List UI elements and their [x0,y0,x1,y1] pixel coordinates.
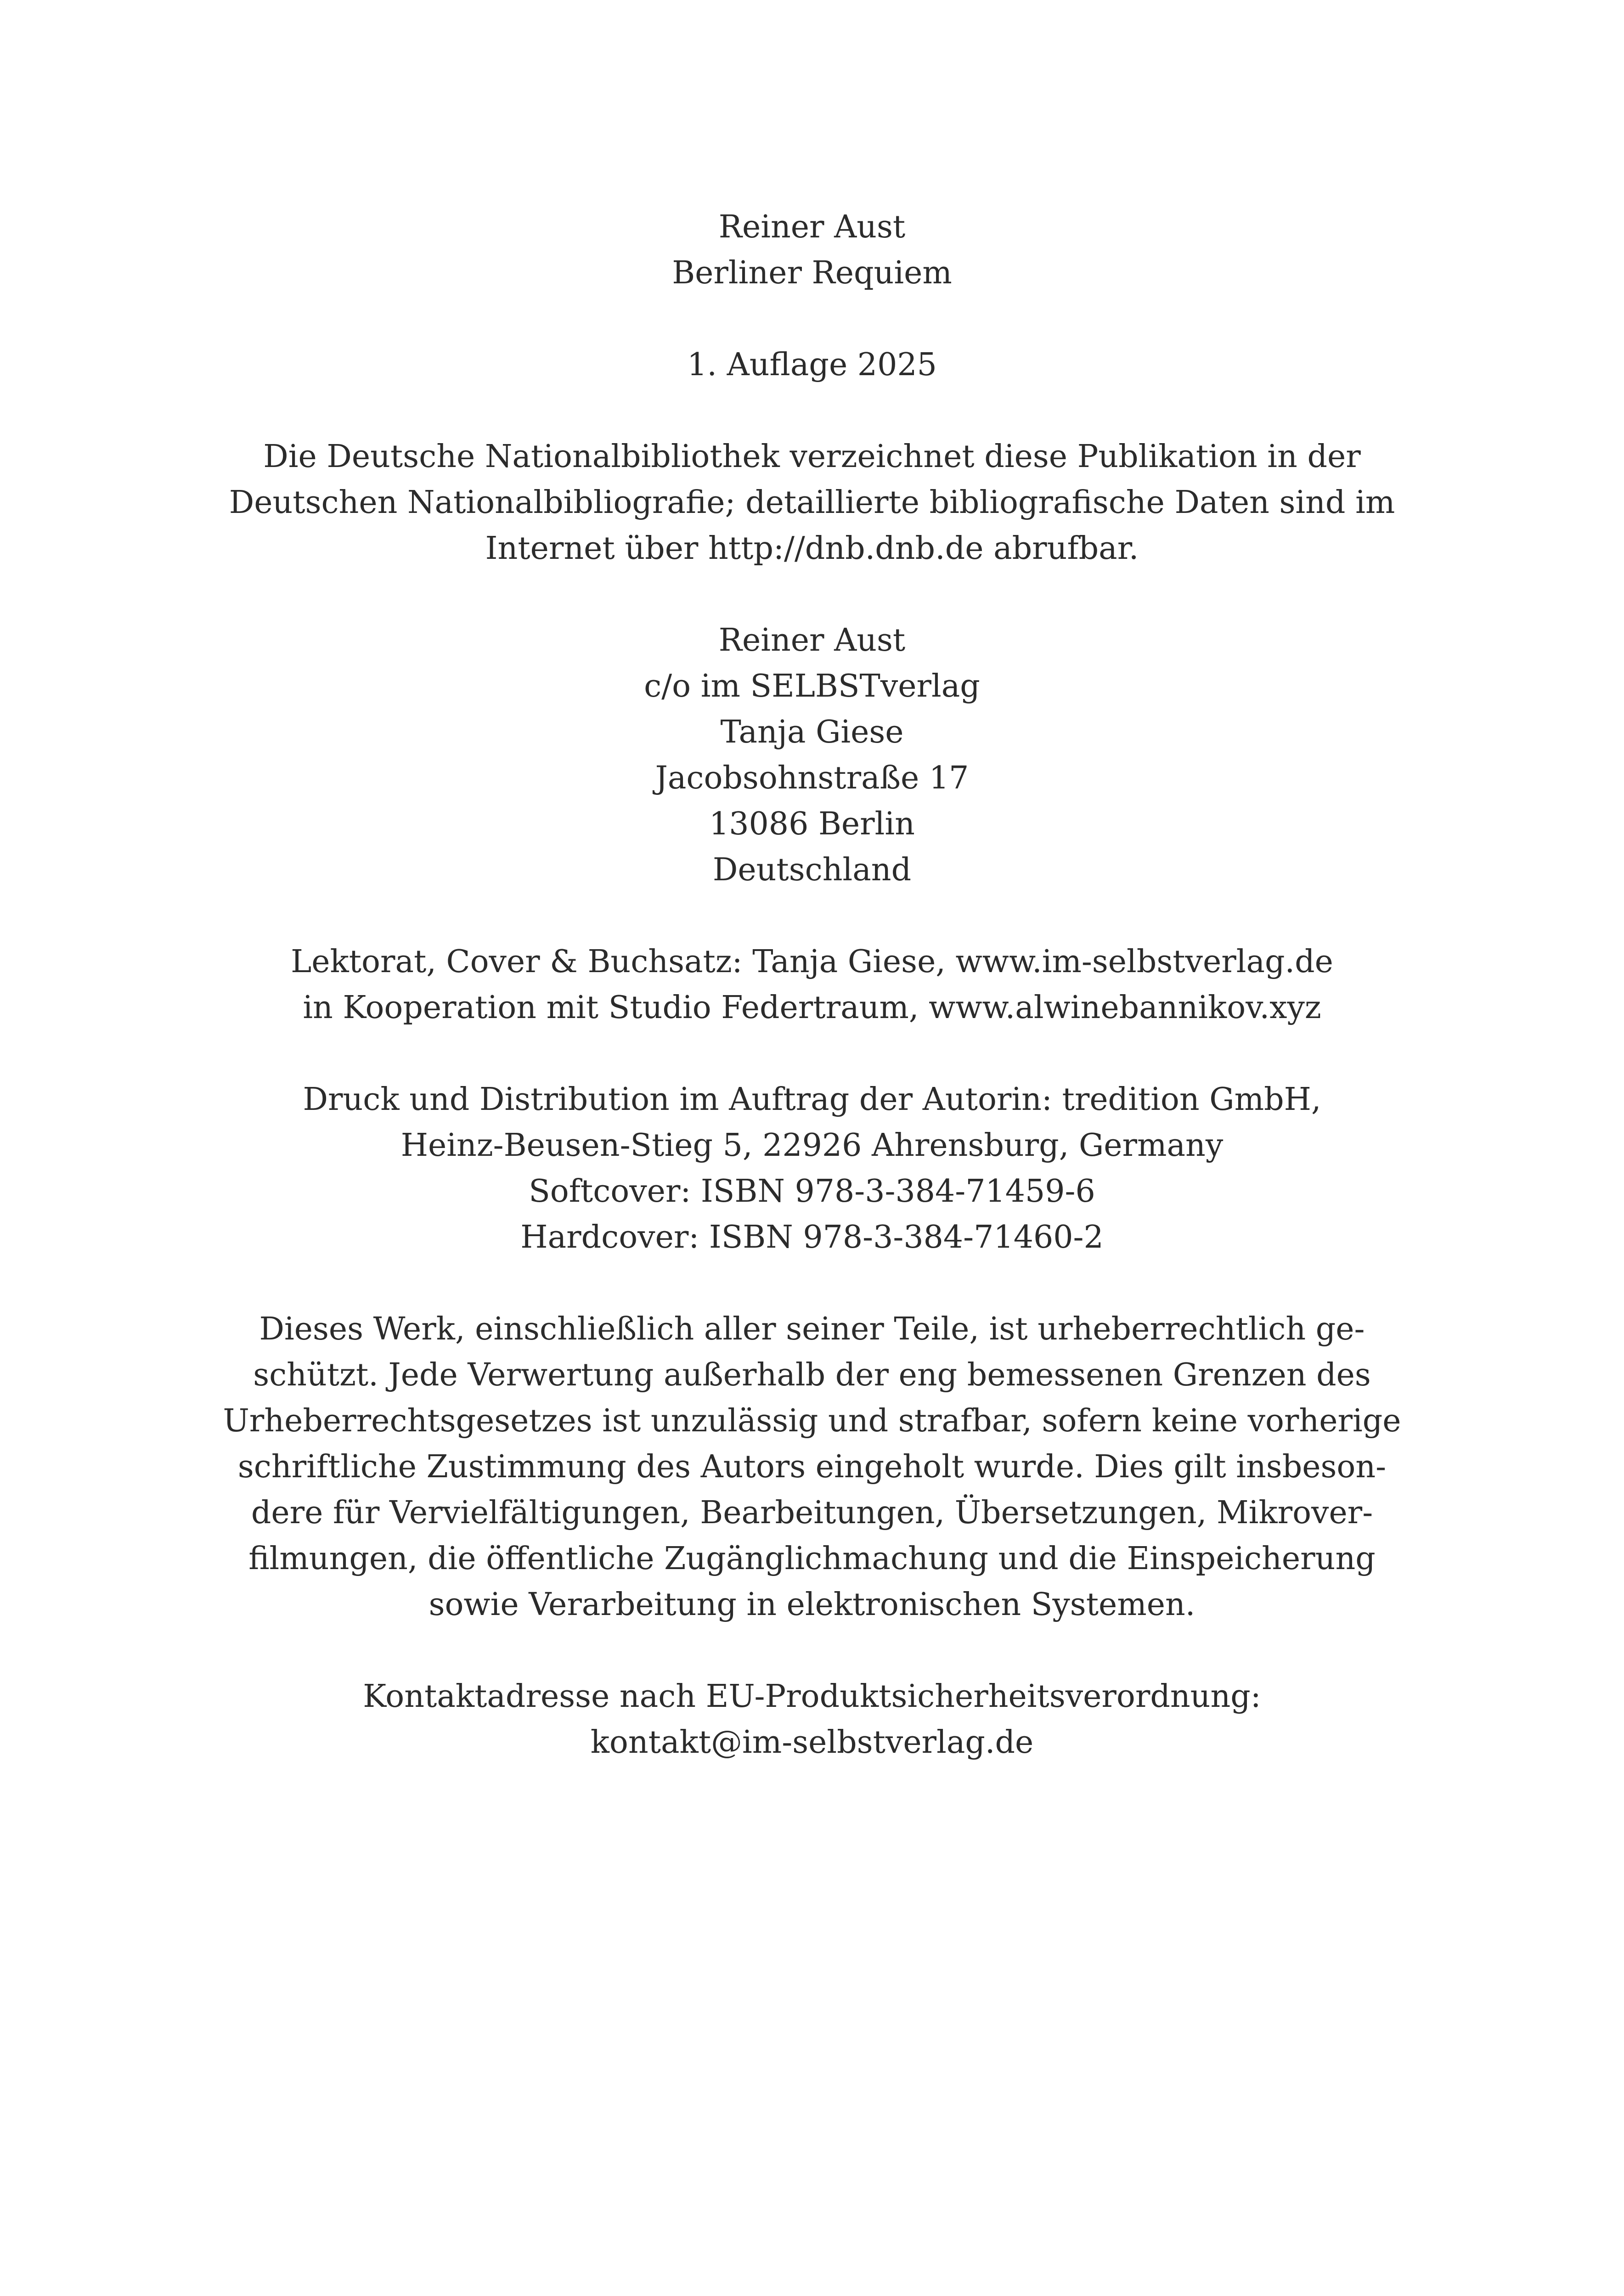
copyright-line: filmungen, die öffentliche Zugänglichmachung und die Einspeicherung [248,1541,1376,1577]
book-title: Berliner Requiem [672,255,952,291]
contact-label: Kontaktadresse nach EU-Produktsicherheitsverordnung: [363,1678,1261,1715]
copyright-line: dere für Vervielfältigungen, Bearbeitungen, Übersetzungen, Mikrover- [251,1495,1373,1531]
printing-block [0,1077,1624,1261]
dnb-line: Deutschen Nationalbibliografie; detaillierte bibliografische Daten sind im [229,484,1395,521]
address-line: Jacobsohnstraße 17 [655,760,969,796]
credits-line: in Kooperation mit Studio Federtraum, www.alwinebannikov.xyz [303,990,1321,1026]
copyright-line: Urheberrechtsgesetzes ist unzulässig und strafbar, sofern keine vorherige [223,1403,1401,1439]
contact-email: kontakt@im-selbstverlag.de [590,1724,1034,1761]
address-line: 13086 Berlin [709,806,915,842]
copyright-line: schriftliche Zustimmung des Autors eingeholt wurde. Dies gilt insbeson- [237,1449,1387,1485]
printing-line: Druck und Distribution im Auftrag der Autorin: tredition GmbH, [303,1081,1321,1118]
address-line: Deutschland [712,852,912,888]
copyright-line: schützt. Jede Verwertung außerhalb der eng bemessenen Grenzen des [253,1357,1371,1393]
address-line: Tanja Giese [720,714,904,750]
edition-block [0,342,1624,388]
credits-block [0,939,1624,1031]
dnb-line: Die Deutsche Nationalbibliothek verzeichnet diese Publikation in der [263,439,1361,475]
dnb-line: Internet über http://dnb.dnb.de abrufbar. [485,530,1139,567]
address-line: Reiner Aust [718,622,906,658]
edition-line: 1. Auflage 2025 [687,347,937,383]
dnb-notice [0,434,1624,572]
author-name: Reiner Aust [718,209,906,245]
imprint-text [0,204,1624,1812]
isbn-softcover: Softcover: ISBN 978-3-384-71459-6 [529,1173,1095,1210]
publisher-address [0,618,1624,893]
credits-line: Lektorat, Cover & Buchsatz: Tanja Giese, www.im-selbstverlag.de [291,944,1333,980]
contact-block [0,1674,1624,1766]
isbn-hardcover: Hardcover: ISBN 978-3-384-71460-2 [520,1219,1104,1255]
printing-line: Heinz-Beusen-Stieg 5, 22926 Ahrensburg, Germany [400,1127,1224,1164]
copyright-notice [0,1306,1624,1628]
copyright-line: Dieses Werk, einschließlich aller seiner Teile, ist urheberrechtlich ge- [259,1311,1365,1347]
copyright-line: sowie Verarbeitung in elektronischen Systemen. [429,1587,1195,1623]
title-block [0,204,1624,296]
address-line: c/o im SELBSTverlag [644,668,980,704]
